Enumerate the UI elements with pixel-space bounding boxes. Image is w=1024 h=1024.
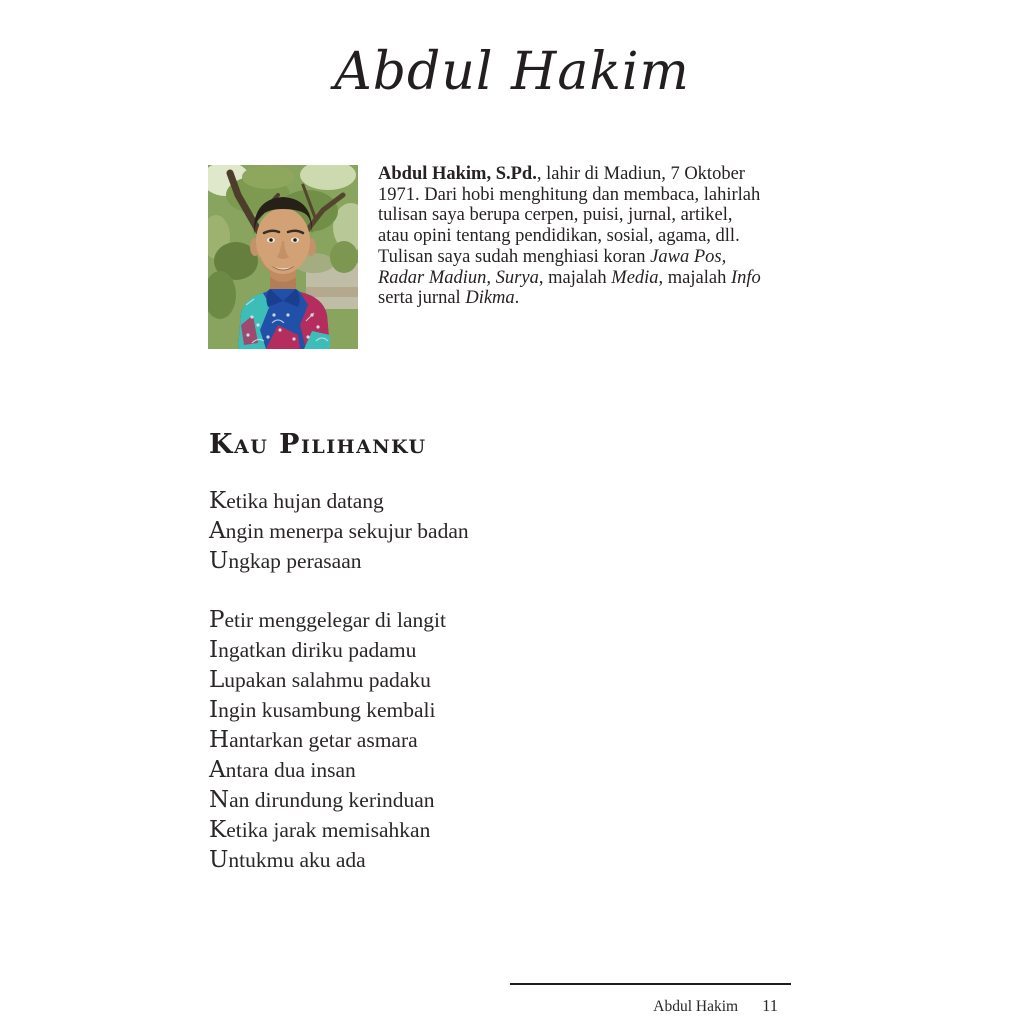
poem-title: Kau Pilihanku (209, 429, 427, 460)
poem-line: Petir menggelegar di langit (209, 607, 446, 633)
poem-line: Nan dirundung kerinduan (209, 787, 435, 813)
footer-page-number: 11 (762, 996, 778, 1015)
poem-line: Ingin kusambung kembali (209, 697, 436, 723)
author-photo (208, 165, 358, 349)
bio-text: serta jurnal (378, 288, 466, 309)
poem-line: Antara dua insan (209, 757, 356, 783)
bio-text: , majalah (658, 267, 731, 288)
bio-magazine-info: Info (730, 267, 761, 288)
bio-newspapers: Jawa Pos, Radar Madiun, Surya (378, 246, 727, 288)
poem-line: Ketika jarak memisahkan (209, 817, 431, 843)
footer-author: Abdul Hakim (653, 998, 739, 1015)
poem-line: Hantarkan getar asmara (209, 727, 418, 753)
bio-text: , majalah (538, 267, 612, 288)
bio-text: . (514, 288, 520, 309)
page-footer (510, 996, 778, 1016)
poem-line: Angin menerpa sekujur badan (209, 518, 469, 544)
author-bio-text (378, 164, 764, 309)
bio-magazine-media: Media (611, 267, 659, 288)
bio-author-name: Abdul Hakim, S.Pd. (378, 164, 537, 184)
poem-line: Ungkap perasaan (209, 548, 362, 574)
poem-line: Lupakan salahmu padaku (209, 667, 431, 693)
footer-rule (510, 983, 791, 985)
poem-line: Untukmu aku ada (209, 847, 366, 873)
poem-line: Ingatkan diriku padamu (209, 637, 417, 663)
poem-stanza-1 (209, 486, 469, 576)
bio-journal-dikma: Dikma (465, 288, 515, 309)
page-title: Abdul Hakim (334, 42, 690, 102)
author-photo-illustration (208, 165, 358, 349)
poem-line: Ketika hujan datang (209, 488, 384, 514)
bio-text: , lahir di Madiun, 7 Oktober 1971. Dari hobi menghitung dan membaca, lahirlah tulisan saya berupa cerpen, puisi, jurnal, artikel, atau opini tentang pendidikan, sosial, agama, dll. Tulisan saya sudah menghiasi koran (378, 164, 761, 267)
poem-stanza-2 (209, 605, 446, 875)
